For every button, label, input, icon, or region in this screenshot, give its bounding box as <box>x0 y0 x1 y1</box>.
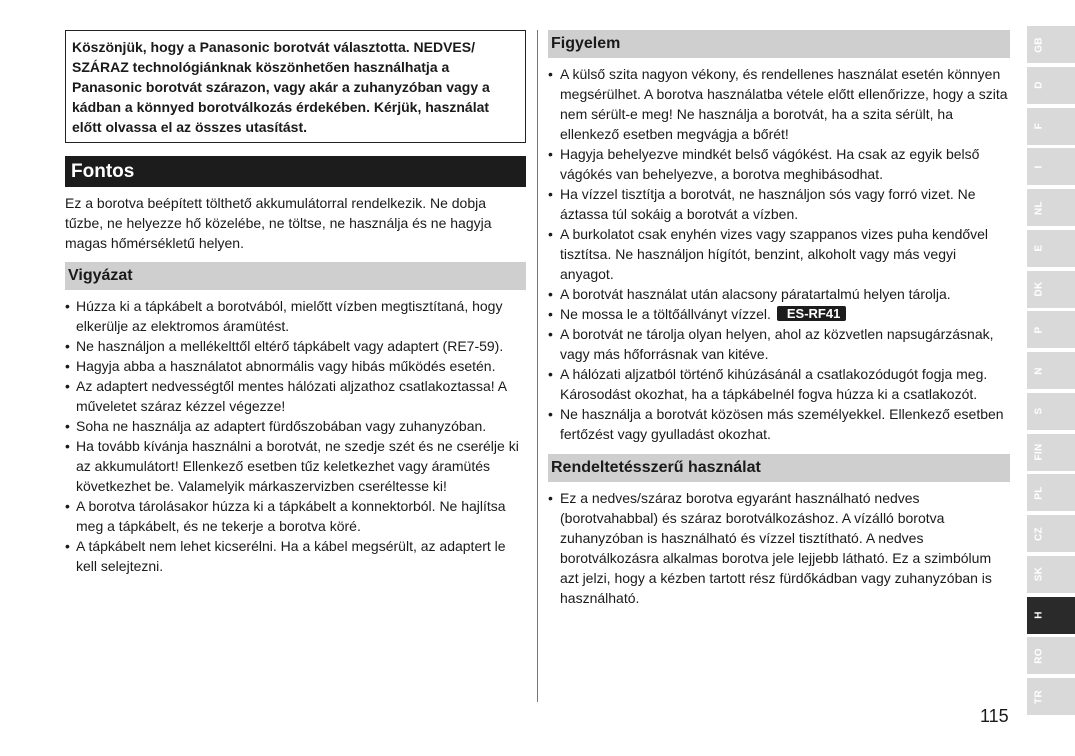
language-tab-label: FIN <box>1033 443 1045 461</box>
rendeltetes-list <box>548 488 1010 608</box>
list-item <box>548 304 1010 324</box>
list-item: • A borotvát ne tárolja olyan helyen, ahol az közvetlen napsugárzásnak, vagy más hőforrásnak van kitéve. <box>548 324 1010 364</box>
language-tab-label: I <box>1033 165 1045 169</box>
language-tab-h[interactable] <box>1027 597 1075 634</box>
language-tab-d[interactable] <box>1027 67 1075 104</box>
language-tab-label: E <box>1033 244 1045 252</box>
language-tab-label: SK <box>1033 567 1045 582</box>
language-tab-label: CZ <box>1033 526 1045 541</box>
list-item: • A borotvát használat után alacsony páratartalmú helyen tárolja. <box>548 284 1010 304</box>
vigyazat-heading: Vigyázat <box>65 262 526 290</box>
list-item: • Az adaptert nedvességtől mentes hálózati aljzathoz csatlakoztassa! A műveletet száraz kézzel végezze! <box>65 376 526 416</box>
language-tab-label: NL <box>1033 200 1045 215</box>
language-tab-i[interactable] <box>1027 148 1075 185</box>
list-item: • Ha tovább kívánja használni a borotvát, ne szedje szét és ne cserélje ki az akkumulátort! Ellenkező esetben tűz keletkezhet vagy áramütés következhet be. Valamelyik márkaszervizben cseréltesse ki! <box>65 436 526 496</box>
language-tab-n[interactable] <box>1027 352 1075 389</box>
rendeltetes-heading: Rendeltetésszerű használat <box>548 454 1010 482</box>
right-column <box>548 30 1010 608</box>
list-item-text: Ne mossa le a töltőállványt vízzel. <box>560 306 771 322</box>
language-tab-cz[interactable] <box>1027 515 1075 552</box>
language-tab-fin[interactable] <box>1027 434 1075 471</box>
language-tab-nl[interactable] <box>1027 189 1075 226</box>
left-column <box>65 30 526 576</box>
language-tab-pl[interactable] <box>1027 474 1075 511</box>
language-tab-f[interactable] <box>1027 108 1075 145</box>
language-tab-label: P <box>1033 326 1045 334</box>
language-tab-label: F <box>1033 122 1045 130</box>
language-tab-label: PL <box>1033 486 1045 500</box>
list-item: • A burkolatot csak enyhén vizes vagy szappanos vizes puha kendővel tisztítsa. Ne használjon hígítót, benzint, alkoholt vagy más vegyi anyagot. <box>548 224 1010 284</box>
list-item: • Húzza ki a tápkábelt a borotvából, mielőtt vízben megtisztítaná, hogy elkerülje az elektromos áramütést. <box>65 296 526 336</box>
language-tab-label: H <box>1033 611 1045 619</box>
intro-box: Köszönjük, hogy a Panasonic borotvát választotta. NEDVES/ SZÁRAZ technológiánknak köszönhetően használhatja a Panasonic borotvát szárazon, vagy akár a zuhanyzóban vagy a kádban a könnyed borotválkozás érdekében. Kérjük, használat előtt olvassa el az összes utasítást. <box>65 30 526 143</box>
list-item: • Soha ne használja az adaptert fürdőszobában vagy zuhanyzóban. <box>65 416 526 436</box>
list-item: • A külső szita nagyon vékony, és rendellenes használat esetén könnyen megsérülhet. A borotva használatba vétele előtt ellenőrizze, hogy a szita nem sérült-e meg! Ne használja a borotvát, ha a szita sérült, ha ellenkező esetben megvágja a bőrét! <box>548 64 1010 144</box>
column-divider <box>537 30 538 702</box>
language-tab-p[interactable] <box>1027 311 1075 348</box>
language-tab-sk[interactable] <box>1027 556 1075 593</box>
list-item: • Hagyja abba a használatot abnormális vagy hibás működés esetén. <box>65 356 526 376</box>
list-item: • A tápkábelt nem lehet kicserélni. Ha a kábel megsérült, az adaptert le kell selejtezni. <box>65 536 526 576</box>
figyelem-list <box>548 64 1010 444</box>
language-tab-tr[interactable] <box>1027 678 1075 715</box>
figyelem-heading: Figyelem <box>548 30 1010 58</box>
model-badge: ES-RF41 <box>777 306 846 321</box>
language-tabs <box>1027 26 1075 719</box>
list-item: • Hagyja behelyezve mindkét belső vágókést. Ha csak az egyik belső vágókés van behelyezve, a borotva meghibásodhat. <box>548 144 1010 184</box>
language-tab-label: N <box>1033 366 1045 375</box>
language-tab-label: RO <box>1033 647 1045 664</box>
language-tab-label: S <box>1033 407 1045 415</box>
language-tab-e[interactable] <box>1027 230 1075 267</box>
list-item: • A borotva tárolásakor húzza ki a tápkábelt a konnektorból. Ne hajlítsa meg a tápkábelt, és ne tekerje a borotva köré. <box>65 496 526 536</box>
language-tab-label: GB <box>1033 36 1045 53</box>
language-tab-label: D <box>1033 81 1045 90</box>
list-item: • Ne használja a borotvát közösen más személyekkel. Ellenkező esetben fertőzést vagy gyulladást okozhat. <box>548 404 1010 444</box>
language-tab-label: TR <box>1033 689 1045 704</box>
language-tab-ro[interactable] <box>1027 637 1075 674</box>
language-tab-gb[interactable] <box>1027 26 1075 63</box>
fontos-heading: Fontos <box>65 156 526 187</box>
page-number: 115 <box>980 706 1009 726</box>
list-item: • Ha vízzel tisztítja a borotvát, ne használjon sós vagy forró vizet. Ne áztassa túl sokáig a borotvát a vízben. <box>548 184 1010 224</box>
language-tab-s[interactable] <box>1027 393 1075 430</box>
list-item: • A hálózati aljzatból történő kihúzásánál a csatlakozódugót fogja meg. Károsodást okozhat, ha a tápkábelnél fogva húzza ki a csatlakozót. <box>548 364 1010 404</box>
language-tab-dk[interactable] <box>1027 271 1075 308</box>
list-item: • Ne használjon a mellékelttől eltérő tápkábelt vagy adaptert (RE7-59). <box>65 336 526 356</box>
fontos-text: Ez a borotva beépített tölthető akkumulátorral rendelkezik. Ne dobja tűzbe, ne helyezze hő közelébe, ne töltse, ne használja és ne hagyja magas hőmérsékletű helyen. <box>65 195 492 251</box>
vigyazat-list <box>65 296 526 576</box>
language-tab-label: DK <box>1033 281 1045 297</box>
list-item: • Ez a nedves/száraz borotva egyaránt használható nedves (borotvahabbal) és száraz borotválkozáshoz. A vízálló borotva zuhanyzóban is használható és vízzel tisztítható. A nedves borotválkozásra alkalmas borotva jele lejjebb látható. Ez a szimbólum azt jelzi, hogy a kézben tartott rész fürdőkádban vagy zuhanyzóban is használható. <box>548 488 1010 608</box>
